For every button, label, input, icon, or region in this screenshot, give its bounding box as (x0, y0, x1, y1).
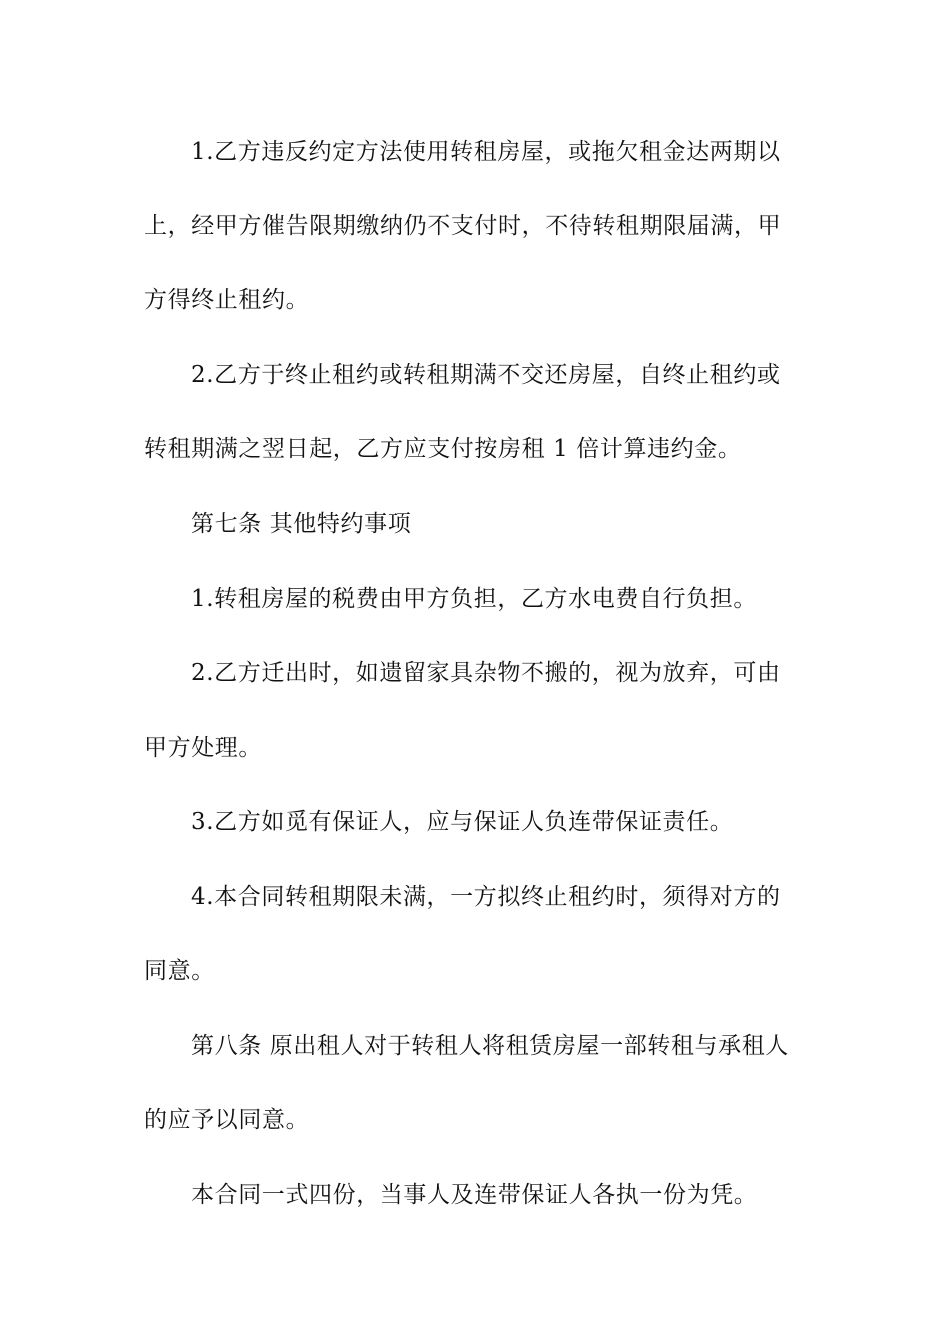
clause-7-item-3: 3.乙方如觅有保证人，应与保证人负连带保证责任。 (191, 809, 734, 835)
clause-6-item-2-line-2: 转租期满之翌日起，乙方应支付按房租 1 倍计算违约金。 (144, 436, 742, 462)
clause-7-item-2-line-1: 2.乙方迁出时，如遗留家具杂物不搬的，视为放弃，可由 (191, 660, 781, 686)
clause-8-line-2: 的应予以同意。 (144, 1107, 310, 1133)
copies-statement: 本合同一式四份，当事人及连带保证人各执一份为凭。 (191, 1182, 758, 1208)
clause-7-heading: 第七条 其他特约事项 (191, 511, 412, 537)
clause-6-item-1-line-1: 1.乙方违反约定方法使用转租房屋，或拖欠租金达两期以 (191, 139, 781, 165)
clause-6-item-1-line-2: 上，经甲方催告限期缴纳仍不支付时，不待转租期限届满，甲 (144, 213, 782, 239)
clause-6-item-2-line-1: 2.乙方于终止租约或转租期满不交还房屋，自终止租约或 (191, 362, 781, 388)
clause-6-item-1-line-3: 方得终止租约。 (144, 287, 310, 313)
clause-7-item-2-line-2: 甲方处理。 (144, 735, 262, 761)
clause-8-line-1: 第八条 原出租人对于转租人将租赁房屋一部转租与承租人 (191, 1033, 789, 1059)
clause-7-item-1: 1.转租房屋的税费由甲方负担，乙方水电费自行负担。 (191, 586, 757, 612)
clause-7-item-4-line-2: 同意。 (144, 958, 215, 984)
clause-7-item-4-line-1: 4.本合同转租期限未满，一方拟终止租约时，须得对方的 (191, 884, 781, 910)
